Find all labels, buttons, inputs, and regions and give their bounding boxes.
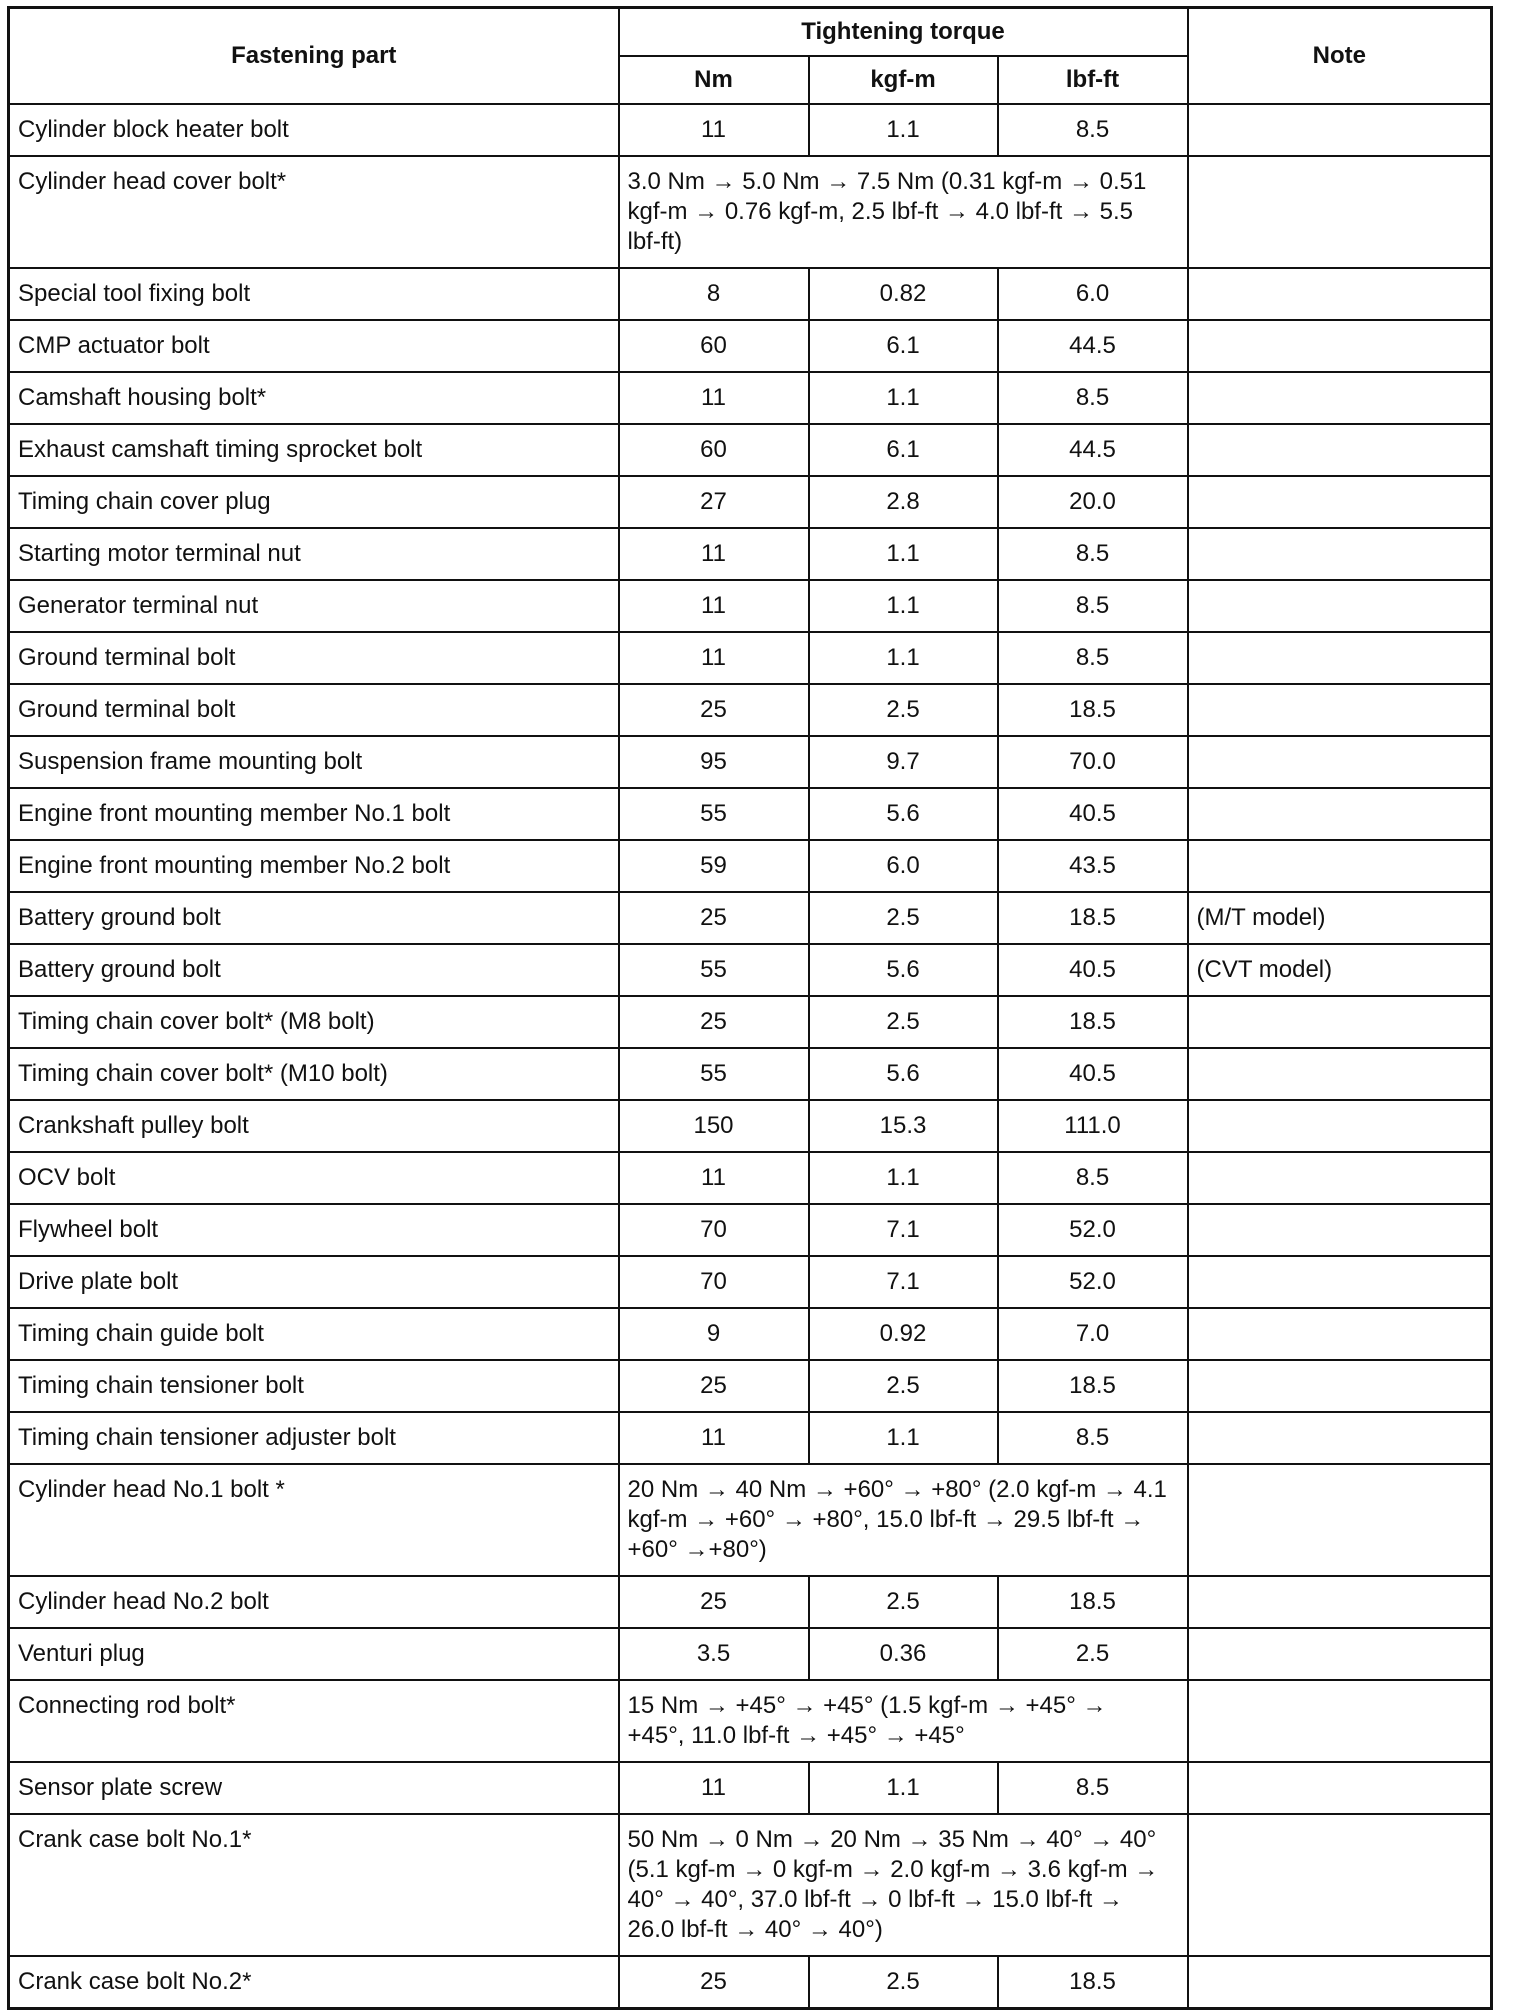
torque-nm-cell: 55 (619, 788, 809, 840)
torque-lbfft-cell: 70.0 (998, 736, 1188, 788)
torque-sequence-cell: 50 Nm → 0 Nm → 20 Nm → 35 Nm → 40° → 40° (5.1 kgf-m → 0 kgf-m → 2.0 kgf-m → 3.6 kgf-m → 40° → 40°, 37.0 lbf-ft → 0 lbf-ft → 15.0 lbf-ft → 26.0 lbf-ft → 40° → 40°) (619, 1814, 1188, 1956)
torque-nm-cell: 25 (619, 996, 809, 1048)
torque-kgfm-cell: 9.7 (809, 736, 998, 788)
torque-nm-cell: 70 (619, 1256, 809, 1308)
torque-lbfft-cell: 8.5 (998, 580, 1188, 632)
fastening-part-cell: Crank case bolt No.2* (9, 1956, 619, 2009)
fastening-part-cell: Venturi plug (9, 1628, 619, 1680)
fastening-part-cell: Camshaft housing bolt* (9, 372, 619, 424)
note-cell (1188, 1628, 1492, 1680)
torque-table-body (9, 104, 1492, 2009)
torque-nm-cell: 9 (619, 1308, 809, 1360)
torque-lbfft-cell: 7.0 (998, 1308, 1188, 1360)
torque-lbfft-cell: 6.0 (998, 268, 1188, 320)
fastening-part-cell: Cylinder head No.2 bolt (9, 1576, 619, 1628)
table-row (9, 104, 1492, 156)
torque-kgfm-cell: 2.5 (809, 1576, 998, 1628)
table-row (9, 372, 1492, 424)
fastening-part-cell: Starting motor terminal nut (9, 528, 619, 580)
table-row (9, 840, 1492, 892)
fastening-part-cell: Suspension frame mounting bolt (9, 736, 619, 788)
torque-sequence-cell: 3.0 Nm → 5.0 Nm → 7.5 Nm (0.31 kgf-m → 0.51 kgf-m → 0.76 kgf-m, 2.5 lbf-ft → 4.0 lbf-ft → 5.5 lbf-ft) (619, 156, 1188, 268)
fastening-part-cell: Crank case bolt No.1* (9, 1814, 619, 1956)
note-cell (1188, 372, 1492, 424)
torque-nm-cell: 11 (619, 528, 809, 580)
torque-lbfft-cell: 8.5 (998, 632, 1188, 684)
note-cell (1188, 1308, 1492, 1360)
note-cell (1188, 996, 1492, 1048)
table-row (9, 1762, 1492, 1814)
note-cell: (CVT model) (1188, 944, 1492, 996)
note-cell (1188, 1814, 1492, 1956)
torque-lbfft-cell: 18.5 (998, 892, 1188, 944)
fastening-part-cell: Connecting rod bolt* (9, 1680, 619, 1762)
note-cell (1188, 788, 1492, 840)
table-row (9, 1360, 1492, 1412)
table-row (9, 684, 1492, 736)
header-fastening-part: Fastening part (9, 8, 619, 105)
torque-lbfft-cell: 44.5 (998, 424, 1188, 476)
fastening-part-cell: Battery ground bolt (9, 944, 619, 996)
note-cell (1188, 320, 1492, 372)
table-row (9, 1464, 1492, 1576)
fastening-part-cell: Timing chain cover bolt* (M10 bolt) (9, 1048, 619, 1100)
torque-kgfm-cell: 15.3 (809, 1100, 998, 1152)
torque-kgfm-cell: 1.1 (809, 372, 998, 424)
note-cell (1188, 1464, 1492, 1576)
note-cell (1188, 1680, 1492, 1762)
torque-nm-cell: 59 (619, 840, 809, 892)
note-cell (1188, 1956, 1492, 2009)
torque-kgfm-cell: 1.1 (809, 1152, 998, 1204)
fastening-part-cell: Cylinder head cover bolt* (9, 156, 619, 268)
torque-kgfm-cell: 6.0 (809, 840, 998, 892)
fastening-part-cell: Flywheel bolt (9, 1204, 619, 1256)
torque-nm-cell: 25 (619, 1956, 809, 2009)
torque-nm-cell: 27 (619, 476, 809, 528)
table-row (9, 1628, 1492, 1680)
torque-kgfm-cell: 6.1 (809, 320, 998, 372)
fastening-part-cell: Crankshaft pulley bolt (9, 1100, 619, 1152)
fastening-part-cell: Engine front mounting member No.1 bolt (9, 788, 619, 840)
note-cell (1188, 736, 1492, 788)
torque-lbfft-cell: 52.0 (998, 1256, 1188, 1308)
torque-lbfft-cell: 111.0 (998, 1100, 1188, 1152)
torque-nm-cell: 70 (619, 1204, 809, 1256)
torque-lbfft-cell: 8.5 (998, 528, 1188, 580)
table-row (9, 1956, 1492, 2009)
fastening-part-cell: Timing chain cover bolt* (M8 bolt) (9, 996, 619, 1048)
table-row (9, 788, 1492, 840)
fastening-part-cell: Generator terminal nut (9, 580, 619, 632)
torque-lbfft-cell: 18.5 (998, 1576, 1188, 1628)
torque-kgfm-cell: 1.1 (809, 580, 998, 632)
torque-lbfft-cell: 8.5 (998, 1412, 1188, 1464)
torque-nm-cell: 25 (619, 1576, 809, 1628)
note-cell (1188, 1100, 1492, 1152)
torque-lbfft-cell: 8.5 (998, 1152, 1188, 1204)
torque-nm-cell: 25 (619, 1360, 809, 1412)
table-row (9, 1100, 1492, 1152)
torque-kgfm-cell: 2.5 (809, 1360, 998, 1412)
torque-lbfft-cell: 40.5 (998, 788, 1188, 840)
fastening-part-cell: Timing chain tensioner adjuster bolt (9, 1412, 619, 1464)
header-kgfm: kgf-m (809, 56, 998, 104)
table-row (9, 892, 1492, 944)
table-row (9, 1412, 1492, 1464)
torque-kgfm-cell: 0.36 (809, 1628, 998, 1680)
table-row (9, 1204, 1492, 1256)
note-cell (1188, 580, 1492, 632)
fastening-part-cell: CMP actuator bolt (9, 320, 619, 372)
header-lbfft: lbf-ft (998, 56, 1188, 104)
torque-nm-cell: 11 (619, 1412, 809, 1464)
fastening-part-cell: Sensor plate screw (9, 1762, 619, 1814)
fastening-part-cell: Timing chain guide bolt (9, 1308, 619, 1360)
torque-lbfft-cell: 18.5 (998, 1360, 1188, 1412)
fastening-part-cell: Ground terminal bolt (9, 684, 619, 736)
torque-kgfm-cell: 2.5 (809, 892, 998, 944)
torque-nm-cell: 8 (619, 268, 809, 320)
fastening-part-cell: Exhaust camshaft timing sprocket bolt (9, 424, 619, 476)
torque-kgfm-cell: 1.1 (809, 1762, 998, 1814)
table-row (9, 996, 1492, 1048)
table-row (9, 632, 1492, 684)
torque-nm-cell: 11 (619, 1762, 809, 1814)
note-cell (1188, 104, 1492, 156)
note-cell (1188, 268, 1492, 320)
torque-nm-cell: 11 (619, 104, 809, 156)
torque-lbfft-cell: 40.5 (998, 1048, 1188, 1100)
fastening-part-cell: Timing chain tensioner bolt (9, 1360, 619, 1412)
table-row (9, 424, 1492, 476)
torque-lbfft-cell: 8.5 (998, 104, 1188, 156)
torque-nm-cell: 55 (619, 1048, 809, 1100)
header-tightening-torque: Tightening torque (619, 8, 1188, 57)
table-row (9, 1048, 1492, 1100)
torque-kgfm-cell: 1.1 (809, 632, 998, 684)
torque-sequence-cell: 20 Nm → 40 Nm → +60° → +80° (2.0 kgf-m → 4.1 kgf-m → +60° → +80°, 15.0 lbf-ft → 29.5 lbf-ft → +60° →+80°) (619, 1464, 1188, 1576)
torque-nm-cell: 3.5 (619, 1628, 809, 1680)
torque-lbfft-cell: 43.5 (998, 840, 1188, 892)
torque-kgfm-cell: 5.6 (809, 788, 998, 840)
torque-lbfft-cell: 8.5 (998, 372, 1188, 424)
note-cell (1188, 156, 1492, 268)
note-cell (1188, 840, 1492, 892)
fastening-part-cell: Special tool fixing bolt (9, 268, 619, 320)
fastening-part-cell: Drive plate bolt (9, 1256, 619, 1308)
torque-kgfm-cell: 7.1 (809, 1256, 998, 1308)
torque-kgfm-cell: 6.1 (809, 424, 998, 476)
torque-nm-cell: 11 (619, 372, 809, 424)
note-cell (1188, 1412, 1492, 1464)
note-cell (1188, 476, 1492, 528)
table-row (9, 320, 1492, 372)
torque-nm-cell: 150 (619, 1100, 809, 1152)
note-cell (1188, 424, 1492, 476)
torque-kgfm-cell: 1.1 (809, 104, 998, 156)
torque-kgfm-cell: 1.1 (809, 1412, 998, 1464)
table-row (9, 580, 1492, 632)
torque-lbfft-cell: 18.5 (998, 1956, 1188, 2009)
table-row (9, 736, 1492, 788)
table-row (9, 1680, 1492, 1762)
torque-nm-cell: 55 (619, 944, 809, 996)
torque-lbfft-cell: 52.0 (998, 1204, 1188, 1256)
table-row (9, 268, 1492, 320)
fastening-part-cell: Battery ground bolt (9, 892, 619, 944)
torque-table (7, 6, 1493, 2010)
note-cell (1188, 1762, 1492, 1814)
torque-kgfm-cell: 5.6 (809, 1048, 998, 1100)
table-row (9, 1256, 1492, 1308)
torque-kgfm-cell: 0.92 (809, 1308, 998, 1360)
torque-nm-cell: 11 (619, 580, 809, 632)
note-cell (1188, 1576, 1492, 1628)
torque-kgfm-cell: 2.5 (809, 1956, 998, 2009)
torque-lbfft-cell: 8.5 (998, 1762, 1188, 1814)
header-note: Note (1188, 8, 1492, 105)
table-row (9, 528, 1492, 580)
note-cell (1188, 1204, 1492, 1256)
table-row (9, 1152, 1492, 1204)
note-cell: (M/T model) (1188, 892, 1492, 944)
note-cell (1188, 528, 1492, 580)
torque-kgfm-cell: 2.5 (809, 684, 998, 736)
table-row (9, 1814, 1492, 1956)
table-row (9, 156, 1492, 268)
torque-kgfm-cell: 2.8 (809, 476, 998, 528)
torque-lbfft-cell: 40.5 (998, 944, 1188, 996)
torque-kgfm-cell: 1.1 (809, 528, 998, 580)
note-cell (1188, 1360, 1492, 1412)
torque-lbfft-cell: 44.5 (998, 320, 1188, 372)
torque-lbfft-cell: 18.5 (998, 996, 1188, 1048)
torque-sequence-cell: 15 Nm → +45° → +45° (1.5 kgf-m → +45° → +45°, 11.0 lbf-ft → +45° → +45° (619, 1680, 1188, 1762)
fastening-part-cell: OCV bolt (9, 1152, 619, 1204)
fastening-part-cell: Engine front mounting member No.2 bolt (9, 840, 619, 892)
note-cell (1188, 1152, 1492, 1204)
torque-nm-cell: 60 (619, 424, 809, 476)
torque-nm-cell: 60 (619, 320, 809, 372)
torque-nm-cell: 11 (619, 1152, 809, 1204)
torque-lbfft-cell: 18.5 (998, 684, 1188, 736)
torque-nm-cell: 25 (619, 892, 809, 944)
table-row (9, 476, 1492, 528)
note-cell (1188, 1048, 1492, 1100)
fastening-part-cell: Timing chain cover plug (9, 476, 619, 528)
torque-lbfft-cell: 20.0 (998, 476, 1188, 528)
torque-kgfm-cell: 0.82 (809, 268, 998, 320)
note-cell (1188, 1256, 1492, 1308)
fastening-part-cell: Ground terminal bolt (9, 632, 619, 684)
torque-kgfm-cell: 7.1 (809, 1204, 998, 1256)
torque-nm-cell: 95 (619, 736, 809, 788)
torque-nm-cell: 25 (619, 684, 809, 736)
torque-kgfm-cell: 2.5 (809, 996, 998, 1048)
fastening-part-cell: Cylinder block heater bolt (9, 104, 619, 156)
table-row (9, 1576, 1492, 1628)
fastening-part-cell: Cylinder head No.1 bolt * (9, 1464, 619, 1576)
note-cell (1188, 684, 1492, 736)
table-row (9, 1308, 1492, 1360)
table-row (9, 944, 1492, 996)
torque-nm-cell: 11 (619, 632, 809, 684)
torque-kgfm-cell: 5.6 (809, 944, 998, 996)
torque-lbfft-cell: 2.5 (998, 1628, 1188, 1680)
note-cell (1188, 632, 1492, 684)
header-nm: Nm (619, 56, 809, 104)
